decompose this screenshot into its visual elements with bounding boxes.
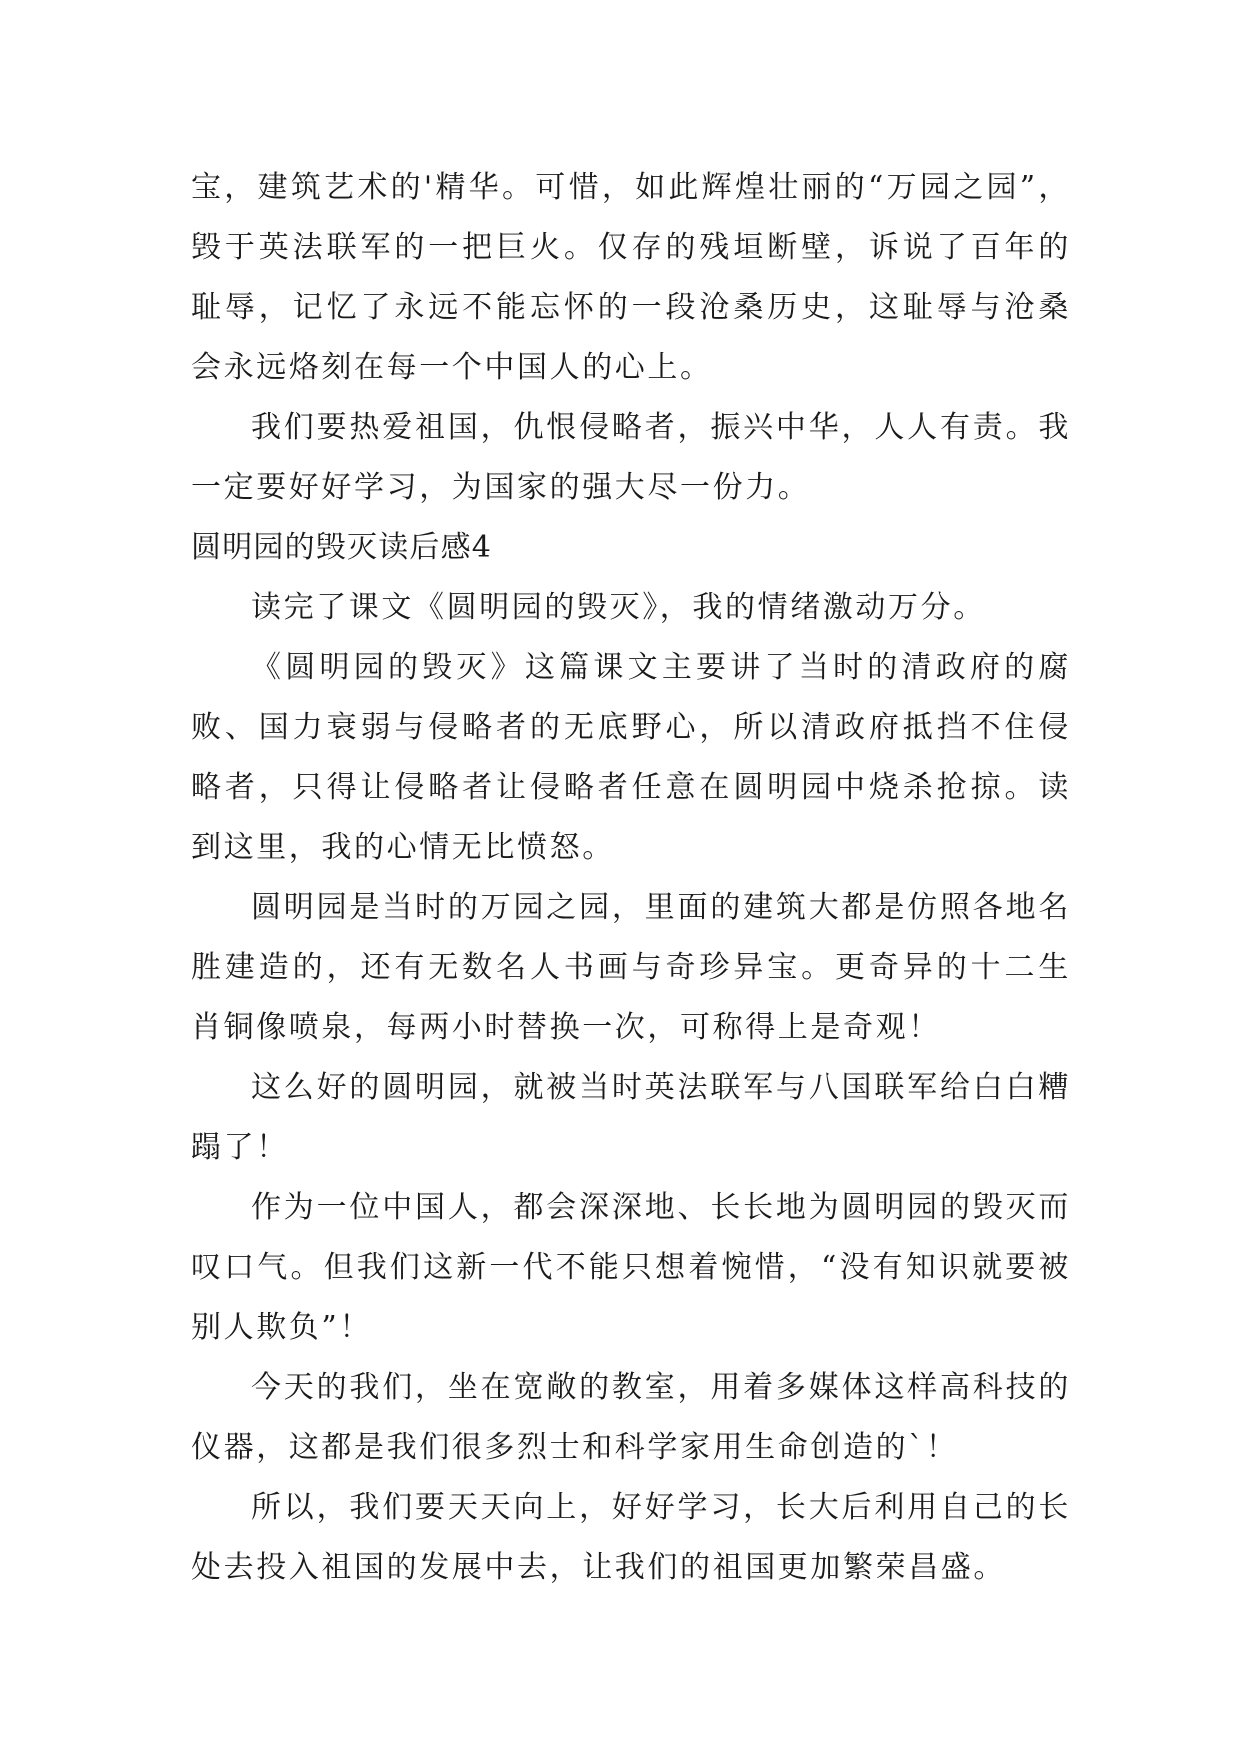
paragraph: 今天的我们，坐在宽敞的教室，用着多媒体这样高科技的仪器，这都是我们很多烈士和科学家用生命创造的`！ (191, 1370, 1071, 1465)
paragraph-continuation: 宝，建筑艺术的'精华。可惜，如此辉煌壮丽的“万园之园”，毁于英法联军的一把巨火。仅存的残垣断壁，诉说了百年的耻辱，记忆了永远不能忘怀的一段沧桑历史，这耻辱与沧桑会永远烙刻在每一个中国人的心上。 (191, 170, 1071, 385)
section-title: 圆明园的毁灭读后感4 (191, 530, 493, 565)
paragraph: 所以，我们要天天向上，好好学习，长大后利用自己的长处去投入祖国的发展中去，让我们的祖国更加繁荣昌盛。 (191, 1490, 1071, 1585)
paragraph: 《圆明园的毁灭》这篇课文主要讲了当时的清政府的腐败、国力衰弱与侵略者的无底野心，所以清政府抵挡不住侵略者，只得让侵略者让侵略者任意在圆明园中烧杀抢掠。读到这里，我的心情无比愤怒。 (191, 650, 1071, 865)
paragraph: 这么好的圆明园，就被当时英法联军与八国联军给白白糟蹋了！ (191, 1070, 1071, 1165)
paragraph: 圆明园是当时的万园之园，里面的建筑大都是仿照各地名胜建造的，还有无数名人书画与奇珍异宝。更奇异的十二生肖铜像喷泉，每两小时替换一次，可称得上是奇观！ (191, 890, 1071, 1045)
paragraph: 我们要热爱祖国，仇恨侵略者，振兴中华，人人有责。我一定要好好学习，为国家的强大尽一份力。 (191, 410, 1071, 505)
paragraph: 读完了课文《圆明园的毁灭》，我的情绪激动万分。 (251, 590, 986, 625)
paragraph: 作为一位中国人，都会深深地、长长地为圆明园的毁灭而叹口气。但我们这新一代不能只想着惋惜，“没有知识就要被别人欺负”！ (191, 1190, 1071, 1345)
document-body (191, 158, 1071, 1598)
